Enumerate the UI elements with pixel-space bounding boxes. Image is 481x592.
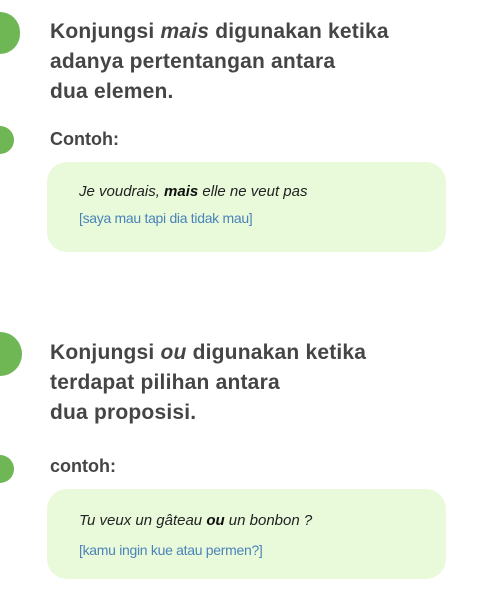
title-prefix: Konjungsi [50, 20, 161, 43]
example-translation: [saya mau tapi dia tidak mau] [79, 210, 253, 226]
example-marker-ou [0, 455, 14, 483]
title-line-3: dua proposisi. [50, 401, 197, 424]
example-sentence: Tu veux un gâteau ou un bonbon ? [79, 512, 313, 529]
example-conjunction: mais [164, 183, 199, 200]
example-card-ou [47, 489, 446, 579]
title-line-2: terdapat pilihan antara [50, 371, 280, 394]
example-label-ou: contoh: [50, 456, 116, 476]
title-prefix: Konjungsi [50, 341, 161, 364]
example-sentence: Je voudrais, mais elle ne veut pas [79, 183, 308, 200]
section-marker-ou [0, 332, 22, 376]
example-label-mais: Contoh: [50, 129, 119, 149]
example-marker-mais [0, 126, 14, 154]
section-title-mais [50, 17, 389, 107]
section-title-ou [50, 338, 366, 428]
title-conjunction: ou [160, 341, 187, 364]
title-conjunction: mais [160, 20, 210, 43]
section-marker-mais [0, 12, 20, 54]
title-suffix: digunakan ketika [209, 20, 389, 43]
example-card-mais [47, 162, 446, 252]
title-line-2: adanya pertentangan antara [50, 50, 336, 73]
title-suffix: digunakan ketika [186, 341, 367, 364]
example-conjunction: ou [206, 512, 225, 529]
example-translation: [kamu ingin kue atau permen?] [79, 542, 263, 558]
title-line-3: dua elemen. [50, 80, 174, 103]
